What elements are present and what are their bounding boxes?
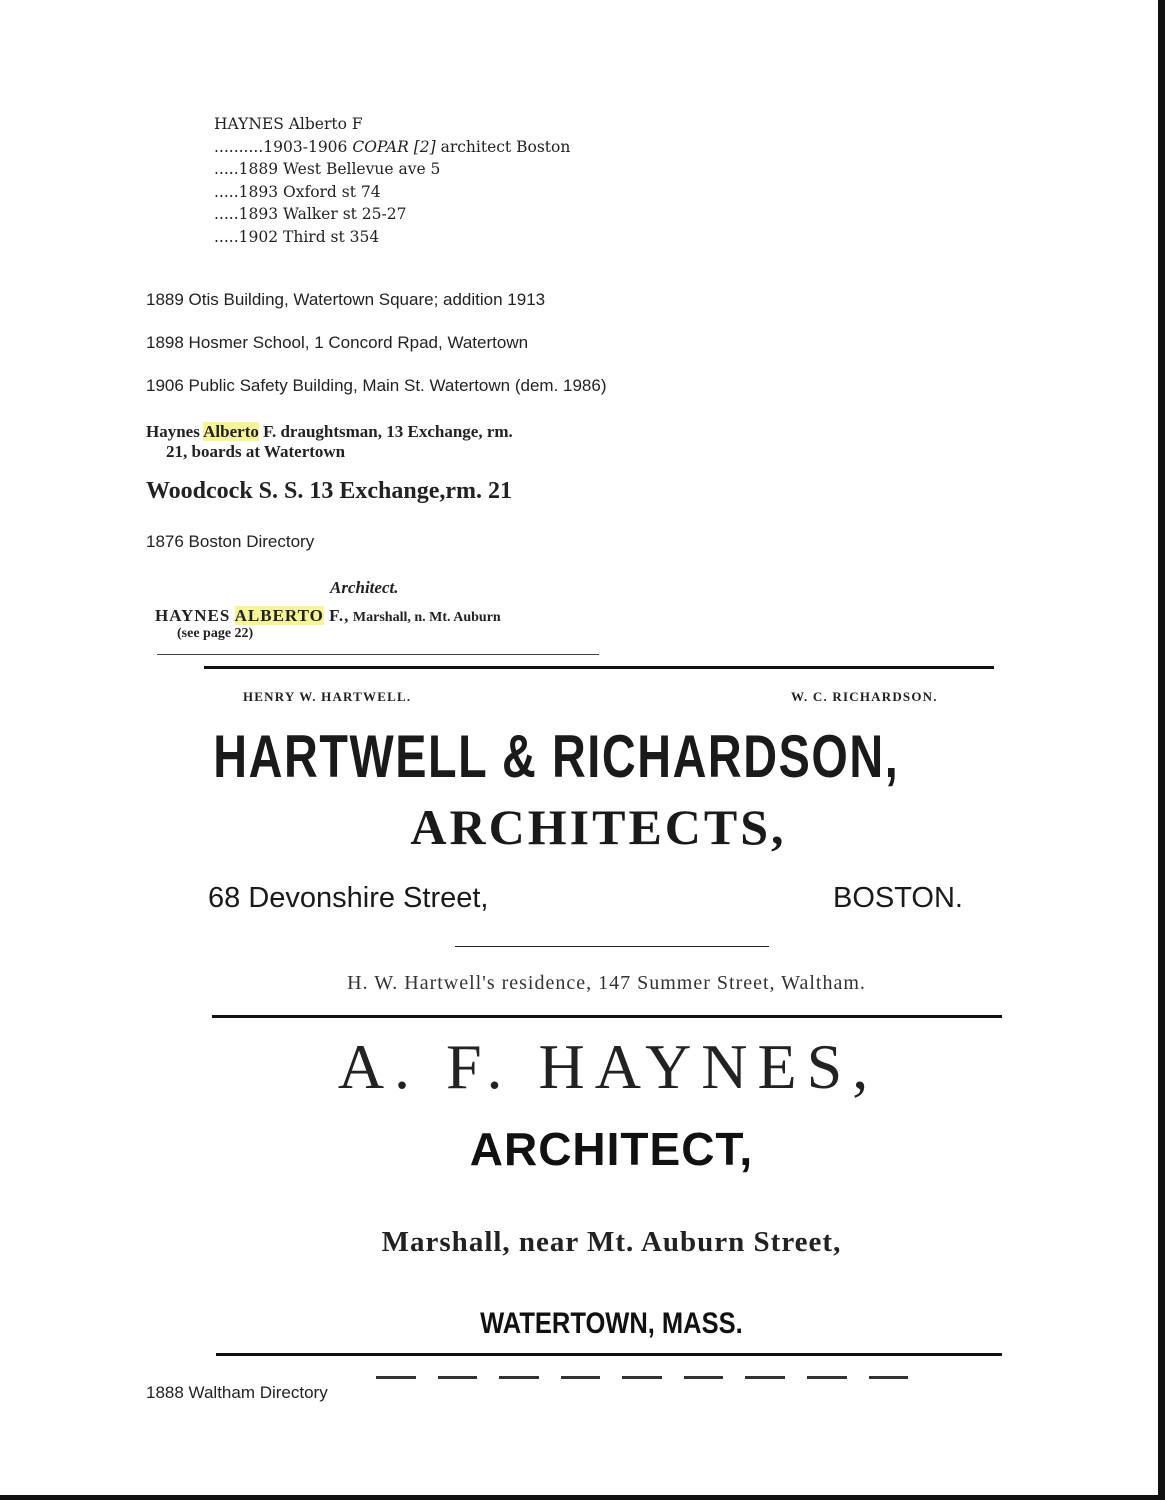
clipping-fragment-bottom <box>146 505 616 516</box>
clipping-fragment-top <box>146 412 616 422</box>
architect-heading: Architect. <box>330 578 399 597</box>
clipping-1876 <box>146 412 616 516</box>
clipping-fragment-mid <box>146 461 616 477</box>
clipping-line-boards: 21, boards at Watertown <box>166 442 346 461</box>
notes-copar-ref: COPAR [2] <box>352 137 436 156</box>
building-entry: 1889 Otis Building, Watertown Square; addition 1913 <box>146 290 546 309</box>
haynes-name: A. F. HAYNES, <box>337 1031 879 1102</box>
notes-address: .....1893 Walker st 25-27 <box>214 205 407 224</box>
notes-copar-suffix: architect Boston <box>435 137 571 156</box>
firm-subtitle: ARCHITECTS, <box>410 799 787 855</box>
ad-divider <box>455 946 769 947</box>
haynes-title: ARCHITECT, <box>469 1123 754 1175</box>
building-entry: 1906 Public Safety Building, Main St. Watertown (dem. 1986) <box>146 376 607 395</box>
listing-initial: F., <box>323 606 350 625</box>
notes-address: .....1902 Third st 354 <box>214 227 380 246</box>
firm-name: HARTWELL & RICHARDSON, <box>213 723 900 790</box>
building-entry: 1898 Hosmer School, 1 Concord Rpad, Watertown <box>146 333 529 352</box>
clipped-text-fragment <box>376 1376 908 1380</box>
architect-listing <box>155 606 501 642</box>
ad-rule-middle <box>212 1015 1002 1018</box>
listing-surname: HAYNES <box>155 606 235 625</box>
notes-address: .....1889 West Bellevue ave 5 <box>214 160 441 179</box>
clipping-occupation: F. draughtsman, 13 Exchange, rm. <box>258 422 513 441</box>
notes-copar-prefix: ..........1903-1906 <box>214 137 353 156</box>
haynes-address: Marshall, near Mt. Auburn Street, <box>381 1226 842 1258</box>
haynes-city: WATERTOWN, MASS. <box>480 1307 743 1340</box>
clipping-line-woodcock: Woodcock S. S. 13 Exchange,rm. 21 <box>146 478 513 504</box>
scan-edge-right <box>1158 0 1165 1500</box>
source-caption-1876: 1876 Boston Directory <box>146 532 315 551</box>
firm-city: BOSTON. <box>833 882 963 914</box>
highlighted-given-name: Alberto <box>203 422 259 441</box>
partner-name-left: HENRY W. HARTWELL. <box>243 689 412 704</box>
research-notes <box>214 113 570 249</box>
ad-rule-bottom <box>216 1353 1002 1356</box>
clipping-line-haynes <box>146 422 616 442</box>
firm-address: 68 Devonshire Street, <box>208 882 489 914</box>
scan-edge-bottom <box>0 1495 1165 1500</box>
partner-name-right: W. C. RICHARDSON. <box>791 689 938 704</box>
ad-rule-top <box>204 666 994 669</box>
divider <box>157 654 599 655</box>
source-caption-1888: 1888 Waltham Directory <box>146 1383 328 1402</box>
listing-address: Marshall, n. Mt. Auburn <box>349 610 501 625</box>
notes-address: .....1893 Oxford st 74 <box>214 182 381 201</box>
highlighted-given-name: ALBERTO <box>234 606 324 625</box>
notes-name: HAYNES Alberto F <box>214 115 363 133</box>
listing-page-ref: (see page 22) <box>177 626 254 641</box>
clipping-surname: Haynes <box>146 422 204 441</box>
residence-line: H. W. Hartwell's residence, 147 Summer Street, Waltham. <box>347 972 866 994</box>
notes-copar-line <box>214 136 570 159</box>
